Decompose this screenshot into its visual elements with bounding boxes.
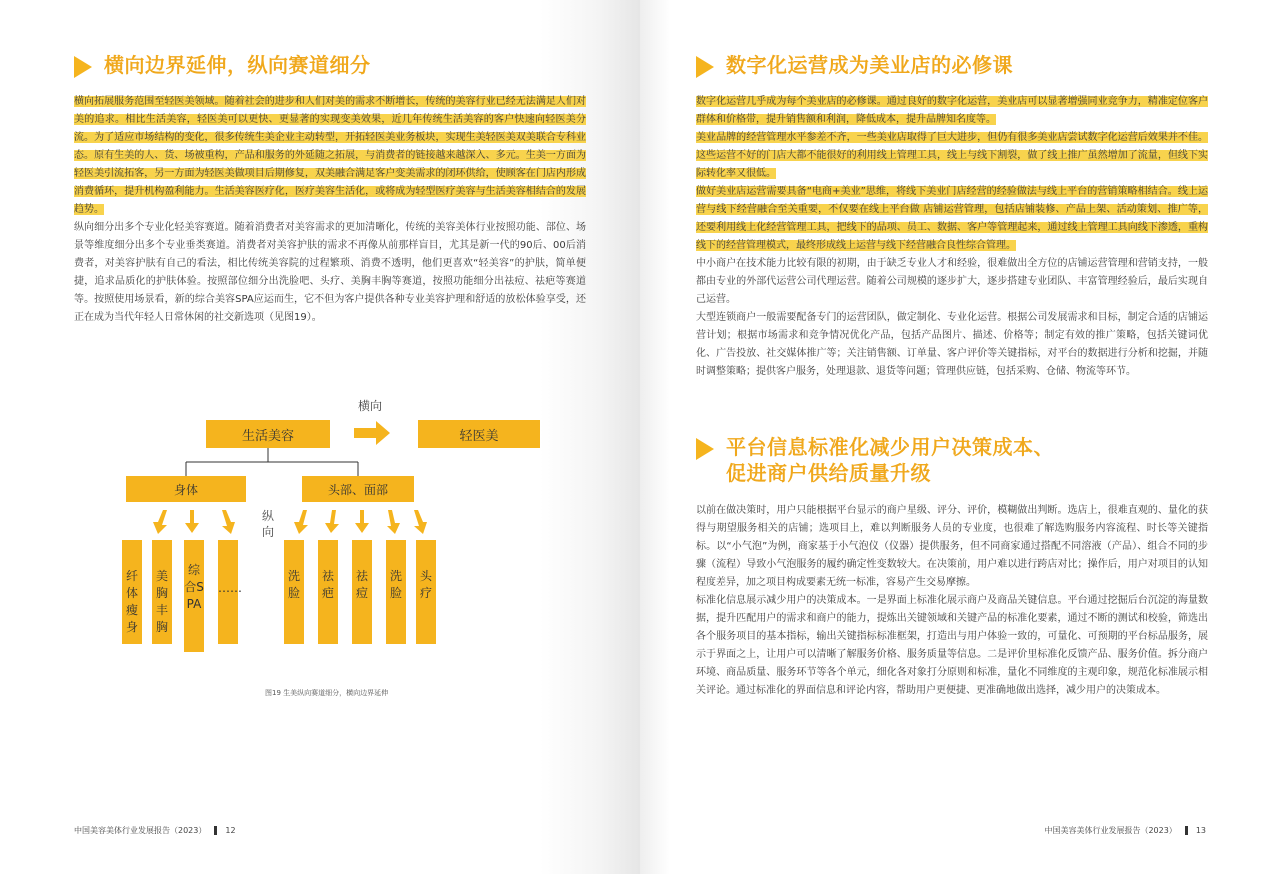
right-body-text-2	[696, 502, 1208, 700]
figure-caption: 图19 生美纵向赛道细分，横向边界延伸	[265, 689, 389, 697]
right-section-heading-1: 数字化运营成为美业店的必修课	[696, 52, 1013, 78]
arrow-down-icon	[325, 510, 339, 533]
triangle-bullet-icon	[696, 56, 714, 78]
left-section-heading: 横向边界延伸，纵向赛道细分	[74, 52, 371, 78]
leaf-head-therapy: 头疗	[416, 540, 436, 644]
leaf-more: ……	[218, 540, 238, 644]
arrow-down-icon	[222, 510, 235, 534]
leaf-spa: 综合SPA	[184, 540, 204, 652]
right-page	[640, 0, 1280, 874]
heading-line-1: 平台信息标准化减少用户决策成本、	[726, 435, 1054, 459]
highlighted-paragraph: 横向拓展服务范围至轻医美领域。随着社会的进步和人们对美的需求不断增长，传统的美容行业已经无法满足人们对美的追求。相比生活美容，轻医美可以更快、更显著的实现变美效果，近几年传统生活美容的客户快速向轻医美分流。为了适应市场结构的变化，很多传统生美企业主动转型，开拓轻医美业务板块，实现生美轻医美双美联合专科业态。原有生美的人、货、场被重构，产品和服务的外延随之拓展，与消费者的链接越来越深入、多元。生美一方面为轻医美引流拓客，另一方面为轻医美做项目后期修复，双美融合满足客户变美需求的闭环供给，使顾客在门店内形成消费循环，提升机构盈利能力。生活美容医疗化，医疗美容生活化，或将成为轻型医疗美容与生活美容相结合的发展趋势。	[74, 96, 586, 215]
paragraph: 纵向细分出多个专业化轻美容赛道。随着消费者对美容需求的更加清晰化，传统的美容美体行业按照功能、部位、场景等维度细分出多个专业垂类赛道。消费者对美容护肤的需求不再像从前那样盲目，尤其是新一代的90后、00后消费者，对美容护肤有自己的看法，相比传统美容院的过程繁琐、消费不透明，他们更喜欢“轻美容”的护肤，简单便捷，追求品质化的护肤体验。按照部位细分出洗脸吧、头疗、美胸丰胸等赛道，按照功能细分出祛痘、祛疤等赛道等。按照使用场景看，新的综合美容SPA应运而生，它不但为客户提供各种专业美容护理和舒适的放松体验享受，还正在成为当代年轻人日常休闲的社交新选项（见图19）。	[74, 222, 586, 323]
arrow-down-icon	[185, 510, 199, 533]
triangle-bullet-icon	[74, 56, 92, 78]
leaf-acne-removal: 祛痘	[352, 540, 372, 644]
leaf-face-wash-2: 洗脸	[386, 540, 406, 644]
horizontal-label: 横向	[358, 399, 383, 413]
footer-title: 中国美容美体行业发展报告（2023）	[1044, 826, 1177, 835]
page-number: 12	[225, 826, 236, 835]
node-body: 身体	[126, 476, 246, 502]
highlighted-paragraph: 做好美业店运营需要具备“电商+美业”思维，将线下美业门店经营的经验做法与线上平台的营销策略相结合。线上运营与线下经营融合至关重要，不仅要在线上平台做 店铺运营管理，包括店铺装修、产品上架、活动策划、推广等，还要利用线上化经营管理工具，把线下的品项、员工、数据、客户等管理起来，通过线上管理工具向线下渗透，重构线下的经营管理模式，最终形成线上运营与线下经营融合良性综合管理。	[696, 186, 1208, 251]
page-number: 13	[1195, 826, 1206, 835]
arrow-down-icon	[294, 510, 308, 534]
right-body-text-1	[696, 93, 1208, 381]
node-life-beauty: 生活美容	[206, 420, 330, 448]
arrow-down-icon	[355, 510, 369, 533]
leaf-face-wash: 洗脸	[284, 540, 304, 644]
paragraph: 以前在做决策时，用户只能根据平台显示的商户星级、评分、评价，模糊做出判断。选店上，很难直观的、量化的获得与期望服务相关的店铺；选项目上，难以判断服务人员的专业度，也很难了解选购服务内容流程、时长等关键指标。以“小气泡”为例，商家基于小气泡仪（仪器）提供服务，但不同商家通过搭配不同溶液（产品）、组合不同的步骤（流程）导致小气泡服务的履约确定性变数较大。在决策前，用户难以进行跨店对比；操作后，用户对项目的认知程度差异，加之项目构成要素无统一标准，容易产生交易摩擦。	[696, 505, 1208, 588]
heading-line-2: 促进商户供给质量升级	[726, 461, 931, 485]
vertical-label: 纵向	[262, 509, 275, 539]
arrow-down-icon	[387, 510, 400, 534]
paragraph: 中小商户在技术能力比较有限的初期，由于缺乏专业人才和经验，很难做出全方位的店铺运营管理和营销支持，一般都由专业的外部代运营公司代理运营。随着公司规模的逐步扩大，逐步搭建专业团队、丰富管理经验后，最后实现自己运营。	[696, 258, 1208, 305]
left-footer	[74, 825, 236, 836]
node-light-medical-beauty: 轻医美	[418, 420, 540, 448]
arrow-down-icon	[153, 510, 167, 534]
right-section-heading-2	[696, 434, 1054, 486]
leaf-slimming: 纤体瘦身	[122, 540, 142, 644]
triangle-bullet-icon	[696, 438, 714, 460]
leaf-scar-removal: 祛疤	[318, 540, 338, 644]
right-footer	[1044, 825, 1206, 836]
highlighted-paragraph: 美业品牌的经营管理水平参差不齐，一些美业店取得了巨大进步，但仍有很多美业店尝试数字化运营后效果并不佳。这些运营不好的门店大都不能很好的利用线上管理工具，线上与线下割裂，做了线上推广虽然增加了流量，但线下实际转化率又很低。	[696, 132, 1208, 179]
footer-divider	[1185, 826, 1188, 835]
node-head-face: 头部、面部	[302, 476, 414, 502]
market-segmentation-diagram	[0, 380, 640, 710]
paragraph: 大型连锁商户一般需要配备专门的运营团队，做定制化、专业化运营。根据公司发展需求和目标，制定合适的店铺运营计划；根据市场需求和竞争情况优化产品，包括产品图片、描述、价格等；制定有效的推广策略，包括关键词优化、广告投放、社交媒体推广等；关注销售额、订单量、客户评价等关键指标，对平台的数据进行分析和挖掘，并随时调整策略；提供客户服务，处理退款、退货等问题；管理供应链，包括采购、仓储、物流等环节。	[696, 312, 1208, 377]
paragraph: 标准化信息展示减少用户的决策成本。一是界面上标准化展示商户及商品关键信息。平台通过挖掘后台沉淀的海量数据，提升匹配用户的需求和商户的能力，提炼出关键领域和关键产品的标准化要素，通过不断的测试和校验，筛选出各个服务项目的基本指标，输出关键指标标准框架，打造出与用户体验一致的，可量化、可预期的平台标品服务，展示于界面之上，让用户可以清晰了解服务价格、服务质量等信息。二是评价里标准化反馈产品、服务价值。拆分商户环境、商品质量、服务环节等各个单元，细化各对象打分原则和标准，量化不同维度的主观印象，规范化标准展示相关评论。通过标准化的界面信息和评论内容，帮助用户更便捷、更准确地做出选择，减少用户的决策成本。	[696, 595, 1208, 696]
leaf-breast-enhancement: 美胸丰胸	[152, 540, 172, 644]
arrow-down-icon	[414, 510, 427, 534]
highlighted-paragraph: 数字化运营几乎成为每个美业店的必修课。通过良好的数字化运营，美业店可以显著增强同业竞争力，精准定位客户群体和价格带，提升销售额和利润，降低成本，提升品牌知名度等。	[696, 96, 1208, 125]
footer-title: 中国美容美体行业发展报告（2023）	[74, 826, 207, 835]
footer-divider	[214, 826, 217, 835]
left-body-text	[74, 93, 586, 327]
